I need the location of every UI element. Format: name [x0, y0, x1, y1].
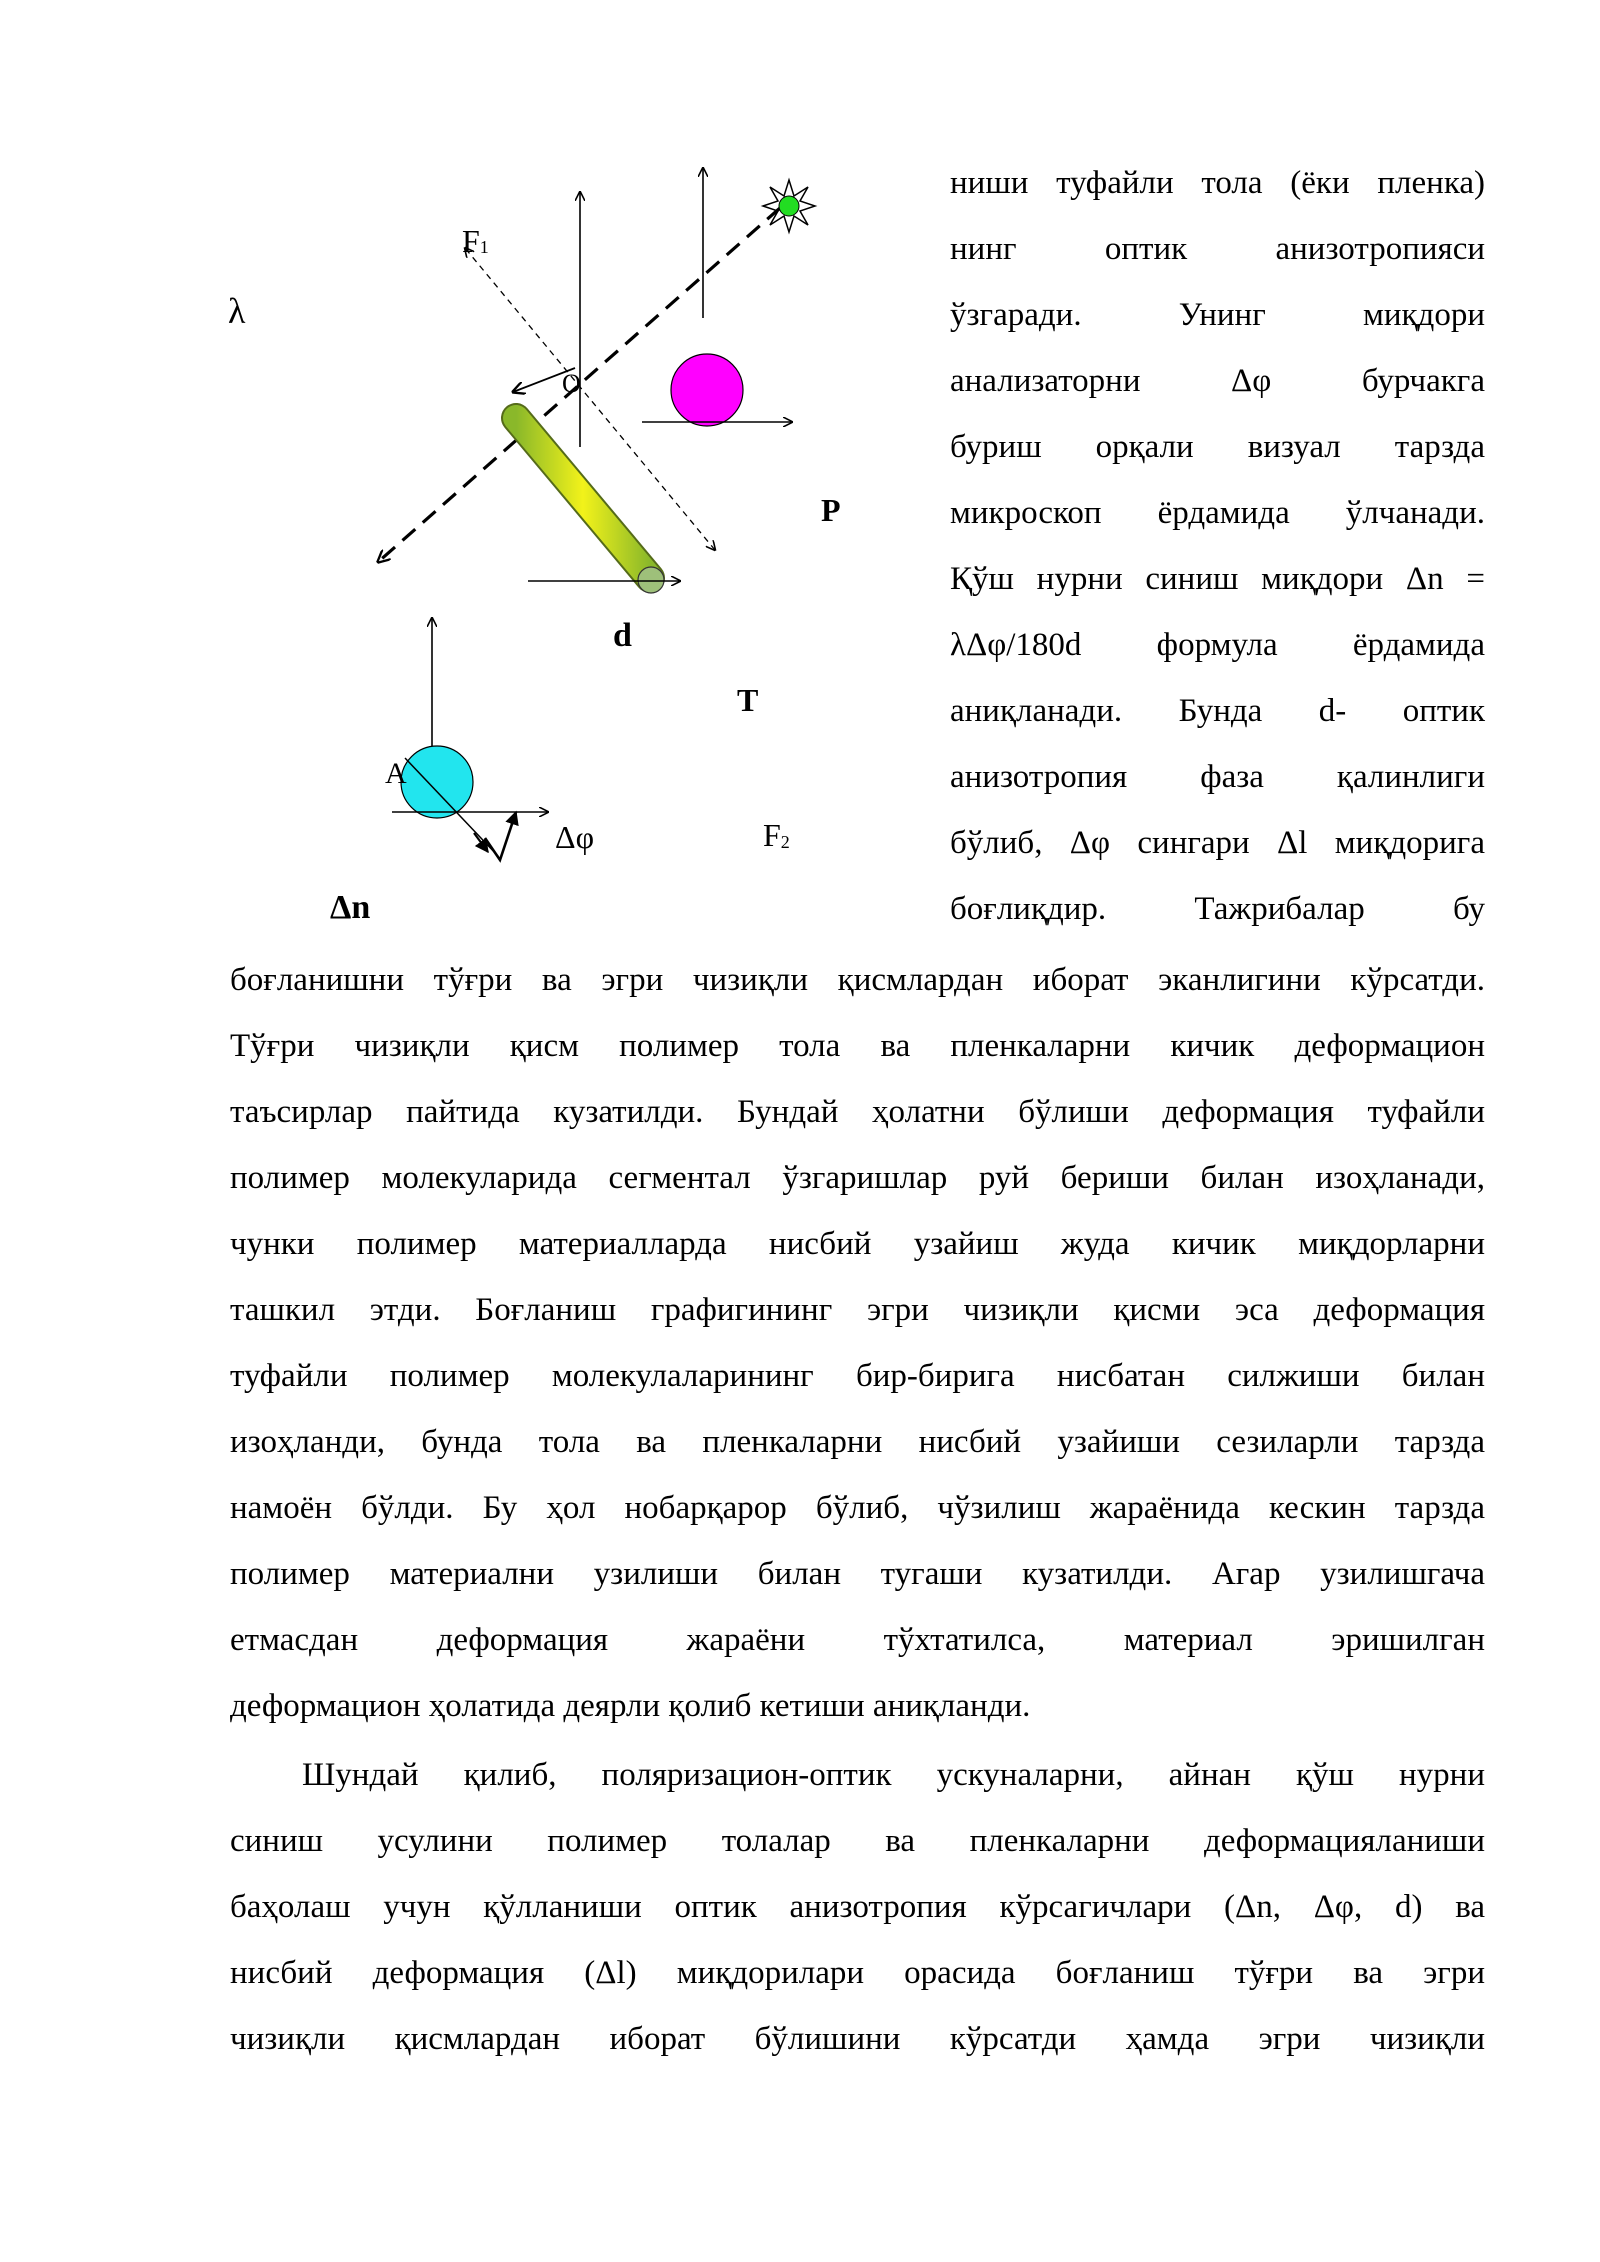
side-text-line: анизотропия фаза қалинлиги	[950, 759, 1485, 795]
polymer-fiber-rod	[516, 418, 664, 593]
side-text-line: ўзгаради. Унинг миқдори	[950, 297, 1485, 333]
p-label: P	[821, 492, 841, 528]
delta-n-label: Δn	[330, 889, 371, 926]
body-line: чунки полимер материалларда нисбий узайиш жуда кичик миқдорларни	[230, 1226, 1485, 1262]
a-label: A	[385, 757, 407, 790]
body-line: изоҳланди, бунда тола ва пленкаларни нисбий узайиши сезиларли тарзда	[230, 1424, 1485, 1460]
polarization-optics-diagram	[200, 150, 920, 930]
paragraph-2-line: синиш усулини полимер толалар ва пленкаларни деформацияланиши	[230, 1823, 1485, 1859]
side-text-line: нинг оптик анизотропияси	[950, 231, 1485, 267]
t-label: T	[737, 682, 759, 718]
side-text-line: Қўш нурни синиш миқдори Δn =	[950, 561, 1485, 597]
side-text-line: боғлиқдир. Тажрибалар бу	[950, 891, 1485, 927]
body-line: туфайли полимер молекулаларининг бир-бирига нисбатан силжиши билан	[230, 1358, 1485, 1394]
o-label: O	[562, 369, 581, 398]
body-line: таъсирлар пайтида кузатилди. Бундай ҳолатни бўлиши деформация туфайли	[230, 1094, 1485, 1130]
body-line: Тўғри чизиқли қисм полимер тола ва пленкаларни кичик деформацион	[230, 1028, 1485, 1064]
polarizer-ball	[671, 354, 743, 426]
paragraph-2-line: нисбий деформация (Δl) миқдорилари орасида боғланиш тўғри ва эгри	[230, 1955, 1485, 1991]
paragraph-2-line: Шундай қилиб, поляризацион-оптик ускуналарни, айнан қўш нурни	[302, 1757, 1485, 1793]
side-text-line: анализаторни Δφ бурчакга	[950, 363, 1485, 399]
figure-side-text	[950, 150, 1485, 942]
body-line: полимер молекуларида сегментал ўзгаришлар руй бериши билан изоҳланади,	[230, 1160, 1485, 1196]
f1-label: F1	[462, 223, 489, 259]
light-source-icon	[763, 180, 815, 232]
lambda-label: λ	[228, 291, 246, 331]
body-line: полимер материални узилиши билан тугаши кузатилди. Агар узилишгача	[230, 1556, 1485, 1592]
f2-label: F2	[763, 817, 790, 853]
delta-phi-rotation-arrow	[485, 812, 516, 860]
side-text-line: буриш орқали визуал тарзда	[950, 429, 1485, 465]
body-line: намоён бўлди. Бу ҳол нобарқарор бўлиб, чўзилиш жараёнида кескин тарзда	[230, 1490, 1485, 1526]
side-text-line: λΔφ/180d формула ёрдамида	[950, 627, 1485, 663]
side-text-line: аниқланади. Бунда d- оптик	[950, 693, 1485, 729]
body-line: боғланишни тўғри ва эгри чизиқли қисмлардан иборат эканлигини кўрсатди.	[230, 962, 1485, 998]
body-text	[230, 947, 1485, 2072]
side-text-line: ниши туфайли тола (ёки пленка)	[950, 165, 1485, 201]
source-core	[779, 196, 799, 216]
body-line: етмасдан деформация жараёни тўхтатилса, материал эришилган	[230, 1622, 1485, 1658]
body-line: ташкил этди. Боғланиш графигининг эгри чизиқли қисми эса деформация	[230, 1292, 1485, 1328]
paragraph-2-line: чизиқли қисмлардан иборат бўлишини кўрсатди ҳамда эгри чизиқли	[230, 2021, 1485, 2057]
d-label: d	[613, 617, 632, 654]
paragraph-2-line: баҳолаш учун қўлланиши оптик анизотропия кўрсагичлари (Δn, Δφ, d) ва	[230, 1889, 1485, 1925]
delta-phi-label: Δφ	[555, 819, 595, 855]
analyzer-ball	[401, 746, 473, 818]
side-text-line: микроскоп ёрдамида ўлчанади.	[950, 495, 1485, 531]
body-line: деформацион ҳолатида деярли қолиб кетиши аниқланди.	[230, 1688, 1031, 1724]
side-text-line: бўлиб, Δφ сингари Δl миқдорига	[950, 825, 1485, 861]
